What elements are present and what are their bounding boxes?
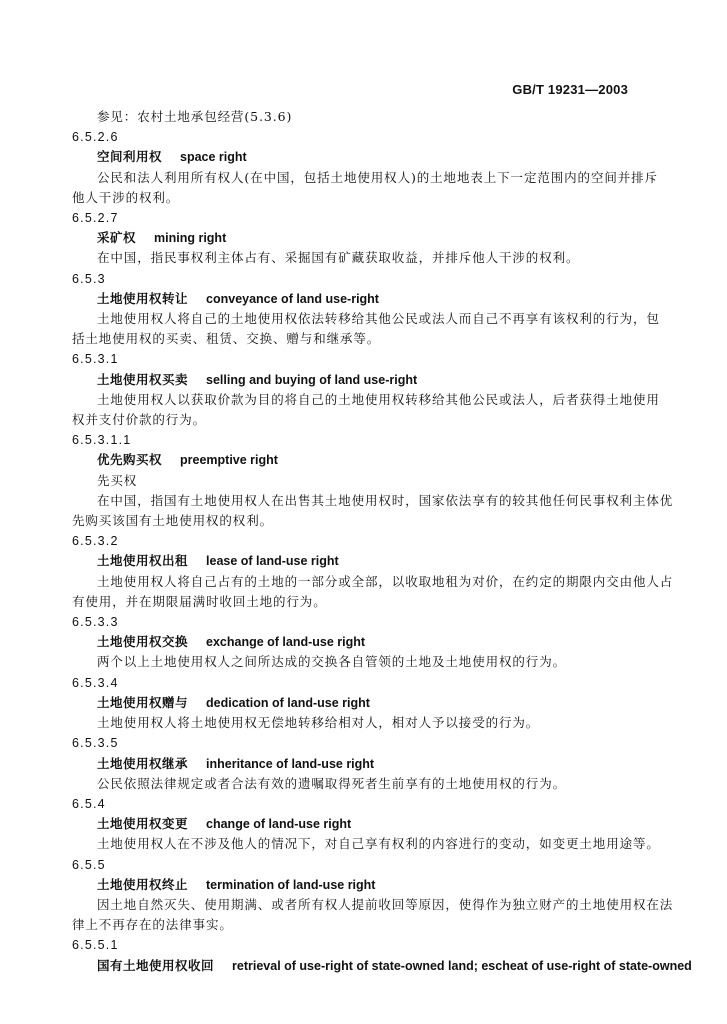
term-chinese: 土地使用权交换 [97,634,189,650]
term-heading [72,754,632,774]
definition-text: 他人干涉的权利。 [72,189,180,205]
section-number: 6.5.3 [72,271,106,286]
term-chinese: 土地使用权转让 [97,290,189,306]
definition-text: 先购买该国有土地使用权的权利。 [72,513,274,529]
definition-text: 有使用，并在期限届满时收回土地的行为。 [72,593,327,609]
standard-number: GB/T 19231—2003 [512,82,628,97]
term-heading [72,551,632,571]
term-heading [72,450,632,470]
term-english: inheritance of land-use right [206,756,375,771]
term-english: retrieval of use-right of state-owned land; escheat of use-right of state-owned [232,958,692,973]
term-heading [72,956,692,976]
term-chinese: 采矿权 [97,230,137,246]
definition-text: 土地使用权人将土地使用权无偿地转移给相对人，相对人予以接受的行为。 [97,715,540,731]
term-chinese: 空间利用权 [97,149,163,165]
document-body [72,107,692,976]
term-chinese: 土地使用权出租 [97,553,189,569]
term-chinese: 优先购买权 [97,452,163,468]
section-number: 6.5.4 [72,796,106,811]
term-heading [72,289,632,309]
term-english: selling and buying of land use-right [206,372,418,387]
definition-text: 在中国，指国有土地使用权人在出售其土地使用权时，国家依法享有的较其他任何民事权利主体优 [97,492,674,508]
term-english: dedication of land-use right [206,695,370,710]
definition-text: 律上不再存在的法律事实。 [72,917,233,933]
term-chinese: 国有土地使用权收回 [97,957,215,973]
term-heading [72,147,632,167]
term-chinese: 土地使用权买卖 [97,371,189,387]
definition-text: 在中国，指民事权利主体占有、采掘国有矿藏获取收益，并排斥他人干涉的权利。 [97,250,580,266]
term-english: exchange of land-use right [206,635,366,650]
definition-text: 土地使用权人将自己占有的土地的一部分或全部，以收取地租为对价，在约定的期限内交由他人占 [97,573,674,589]
term-english: preemptive right [180,453,278,468]
section-number: 6.5.3.3 [72,615,119,630]
definition-text: 因土地自然灭失、使用期满、或者所有权人提前收回等原因，使得作为独立财产的土地使用权在法 [97,896,674,912]
definition-text: 土地使用权人将自己的土地使用权依法转移给其他公民或法人而自己不再享有该权利的行为，包 [97,311,660,327]
term-heading [72,693,632,713]
definition-text: 土地使用权人在不涉及他人的情况下，对自己享有权利的内容进行的变动，如变更土地用途等。 [97,836,660,852]
section-number: 6.5.3.1.1 [72,433,132,448]
section-number: 6.5.2.6 [72,130,119,145]
term-heading [72,814,632,834]
term-heading [72,370,632,390]
definition-text: 先买权 [97,472,138,488]
definition-text: 公民依照法律规定或者合法有效的遗嘱取得死者生前享有的土地使用权的行为。 [97,775,567,791]
term-heading [72,228,632,248]
section-number: 6.5.2.7 [72,211,119,226]
term-chinese: 土地使用权赠与 [97,694,189,710]
term-chinese: 土地使用权变更 [97,816,189,832]
definition-text: 公民和法人利用所有权人(在中国，包括土地使用权人)的土地地表上下一定范围内的空间并排斥 [97,169,658,185]
term-english: change of land-use right [206,817,352,832]
definition-text: 两个以上土地使用权人之间所达成的交换各自管领的土地及土地使用权的行为。 [97,654,567,670]
definition-text: 括土地使用权的买卖、租赁、交换、赠与和继承等。 [72,331,381,347]
term-english: space right [180,150,247,165]
section-number: 6.5.3.1 [72,352,119,367]
term-english: conveyance of land use-right [206,291,379,306]
term-heading [72,632,632,652]
term-chinese: 土地使用权继承 [97,755,189,771]
see-also-reference: 参见：农村土地承包经营(5.3.6) [97,109,293,124]
term-heading [72,875,632,895]
term-english: mining right [154,231,227,246]
term-chinese: 土地使用权终止 [97,876,189,892]
section-number: 6.5.5 [72,857,106,872]
section-number: 6.5.5.1 [72,938,119,953]
term-english: lease of land-use right [206,554,339,569]
section-number: 6.5.3.5 [72,736,119,751]
term-english: termination of land-use right [206,877,376,892]
section-number: 6.5.3.2 [72,534,119,549]
definition-text: 权并支付价款的行为。 [72,412,207,428]
definition-text: 土地使用权人以获取价款为目的将自己的土地使用权转移给其他公民或法人，后者获得土地使用 [97,391,660,407]
section-number: 6.5.3.4 [72,675,119,690]
